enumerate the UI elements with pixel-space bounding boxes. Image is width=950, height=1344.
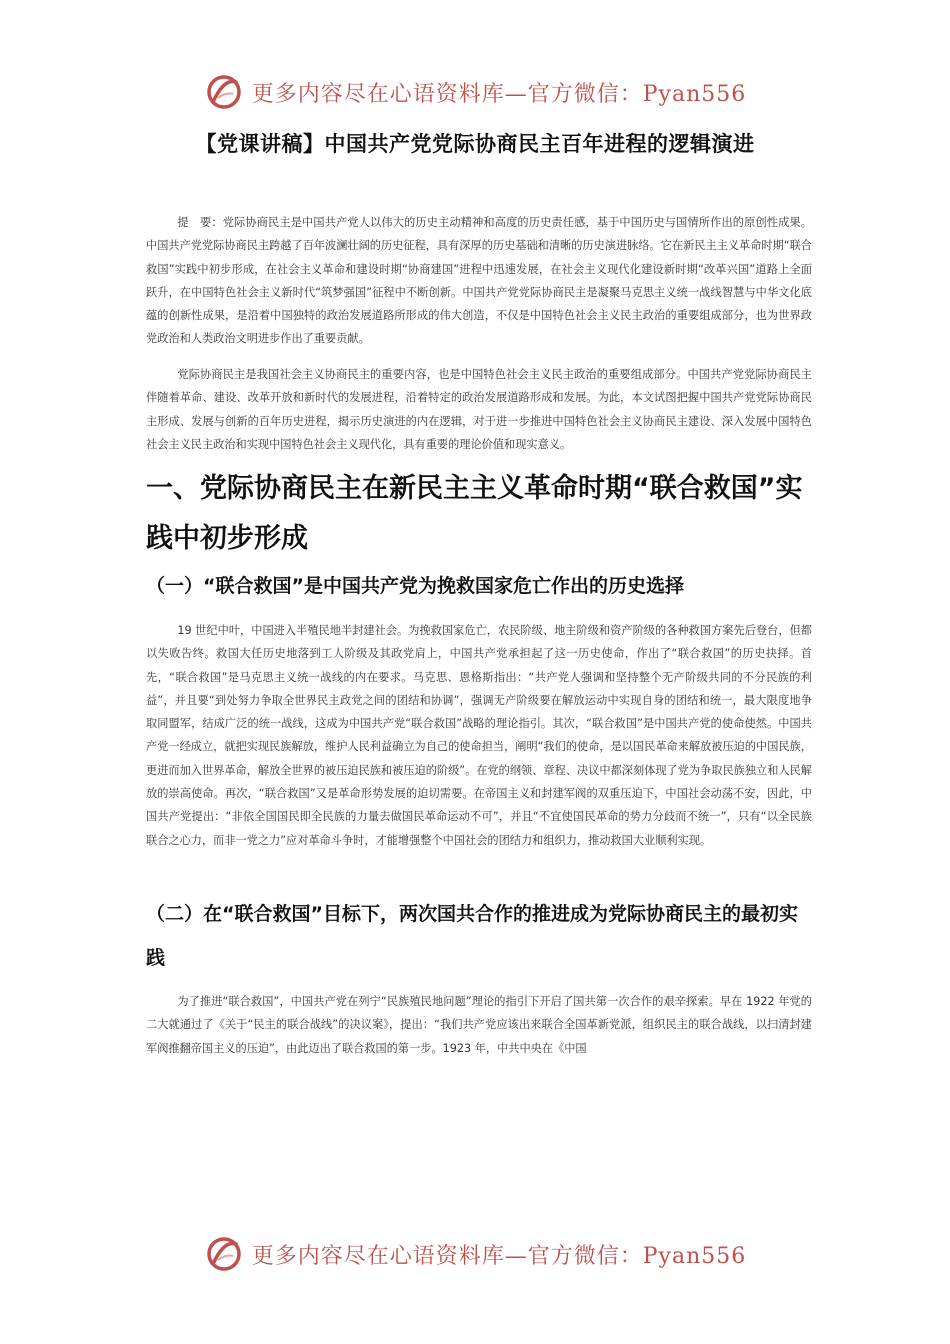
subsection-paragraph: 19 世纪中叶，中国进入半殖民地半封建社会。为挽救国家危亡，农民阶级、地主阶级和资产阶级的各种救国方案先后登台，但都以失败告终。救国大任历史地落到工人阶级及其政党肩上，中国共产党承担起了这一历史使命，作出了“联合救国”的历史抉择。首先，“联合救国”是马克思主义统一战线的内在要求。马克思、恩格斯指出：“共产党人强调和坚持整个无产阶级共同的不分民族的利益”，并且要“到处努力争取全世界民主政党之间的团结和协调”，强调无产阶级要在解放运动中实现自身的团结和统一，最大限度地争取同盟军，结成广泛的统一战线，这成为中国共产党“联合救国”战略的理论指引。其次，“联合救国”是中国共产党的使命使然。中国共产党一经成立，就把实现民族解放，维护人民利益确立为自己的使命担当，阐明“我们的使命，是以国民革命来解放被压迫的中国民族，更进而加入世界革命，解放全世界的被压迫民族和被压迫的阶级”。在党的纲领、章程、决议中都深刻体现了党为争取民族独立和人民解放的崇高使命。再次，“联合救国”又是革命形势发展的迫切需要。在帝国主义和封建军阀的双重压迫下，中国社会动荡不安，因此，中国共产党提出：“非依全国国民即全民族的力量去做国民革命运动不可”，并且“不宜使国民革命的势力分歧而不统一”，只有“以全民族联合之心力，而非一党之力”应对革命斗争时，才能增强整个中国社会的团结力和组织力，推动救国大业顺利实现。 — [146, 624, 812, 847]
section-heading: 一、党际协商民主在新民主主义革命时期“联合救国”实践中初步形成 — [146, 473, 803, 554]
subsection-paragraph: 为了推进“联合救国”，中国共产党在列宁“民族殖民地问题”理论的指引下开启了国共第一次合作的艰辛探索。早在 1922 年党的二大就通过了《关于“民主的联合战线”的决议案》，提出：“我们共产党应该出来联合全国革新党派，组织民主的联合战线，以扫清封建军阀推翻帝国主义的压迫”，由此迈出了联合救国的第一步。1923 年，中共中央在《中国 — [146, 995, 812, 1055]
subsection-heading: （二）在“联合救国”目标下，两次国共合作的推进成为党际协商民主的最初实践 — [146, 903, 798, 969]
brand-logo-icon — [204, 72, 244, 112]
watermark-brand: 更多内容尽在心语资料库 — [251, 1243, 505, 1269]
brand-logo-icon — [204, 1234, 244, 1274]
abstract-block — [146, 211, 812, 351]
document-title: 【党课讲稿】中国共产党党际协商民主百年进程的逻辑演进 — [195, 132, 755, 156]
subsection-heading: （一）“联合救国”是中国共产党为挽救国家危亡作出的历史选择 — [146, 575, 684, 597]
watermark-banner-top — [0, 70, 950, 114]
watermark-text — [252, 1239, 747, 1270]
watermark-wechat-id: Pyan556 — [642, 81, 747, 107]
watermark-wechat-id: Pyan556 — [642, 1243, 747, 1269]
subsection-1-block — [146, 564, 812, 608]
watermark-text — [252, 77, 747, 108]
subsection-1-body — [146, 619, 812, 852]
watermark-banner-bottom — [0, 1232, 950, 1276]
abstract-paragraph: 提 要：党际协商民主是中国共产党人以伟大的历史主动精神和高度的历史责任感，基于中国历史与国情所作出的原创性成果。中国共产党党际协商民主跨越了百年波澜壮阔的历史征程，具有深厚的历史基础和清晰的历史演进脉络。它在新民主主义革命时期“联合救国”实践中初步形成，在社会主义革命和建设时期“协商建国”进程中迅速发展，在社会主义现代化建设新时期“改革兴国”道路上全面跃升，在中国特色社会主义新时代“筑梦强国”征程中不断创新。中国共产党党际协商民主是凝聚马克思主义统一战线智慧与中华文化底蕴的创新性成果，是沿着中国独特的政治发展道路所形成的伟大创造，不仅是中国特色社会主义民主政治的重要组成部分，也为世界政党政治和人类政治文明进步作出了重要贡献。 — [146, 216, 812, 346]
intro-paragraph: 党际协商民主是我国社会主义协商民主的重要内容，也是中国特色社会主义民主政治的重要组成部分。中国共产党党际协商民主伴随着革命、建设、改革开放和新时代的发展进程，沿着特定的政治发展道路形成和发展。为此，本文试图把握中国共产党党际协商民主形成、发展与创新的百年历史进程，揭示历史演进的内在逻辑，对于进一步推进中国特色社会主义协商民主建设、深入发展中国特色社会主义民主政治和实现中国特色社会主义现代化，具有重要的理论价值和现实意义。 — [146, 368, 812, 451]
watermark-wechat-label: 官方微信： — [527, 81, 643, 107]
subsection-2-block — [146, 892, 812, 980]
subsection-2-body — [146, 990, 812, 1060]
section-1-block — [146, 464, 812, 564]
watermark-separator: — — [504, 1243, 528, 1269]
watermark-separator: — — [504, 81, 528, 107]
intro-block — [146, 363, 812, 456]
watermark-brand: 更多内容尽在心语资料库 — [251, 81, 505, 107]
watermark-wechat-label: 官方微信： — [527, 1243, 643, 1269]
